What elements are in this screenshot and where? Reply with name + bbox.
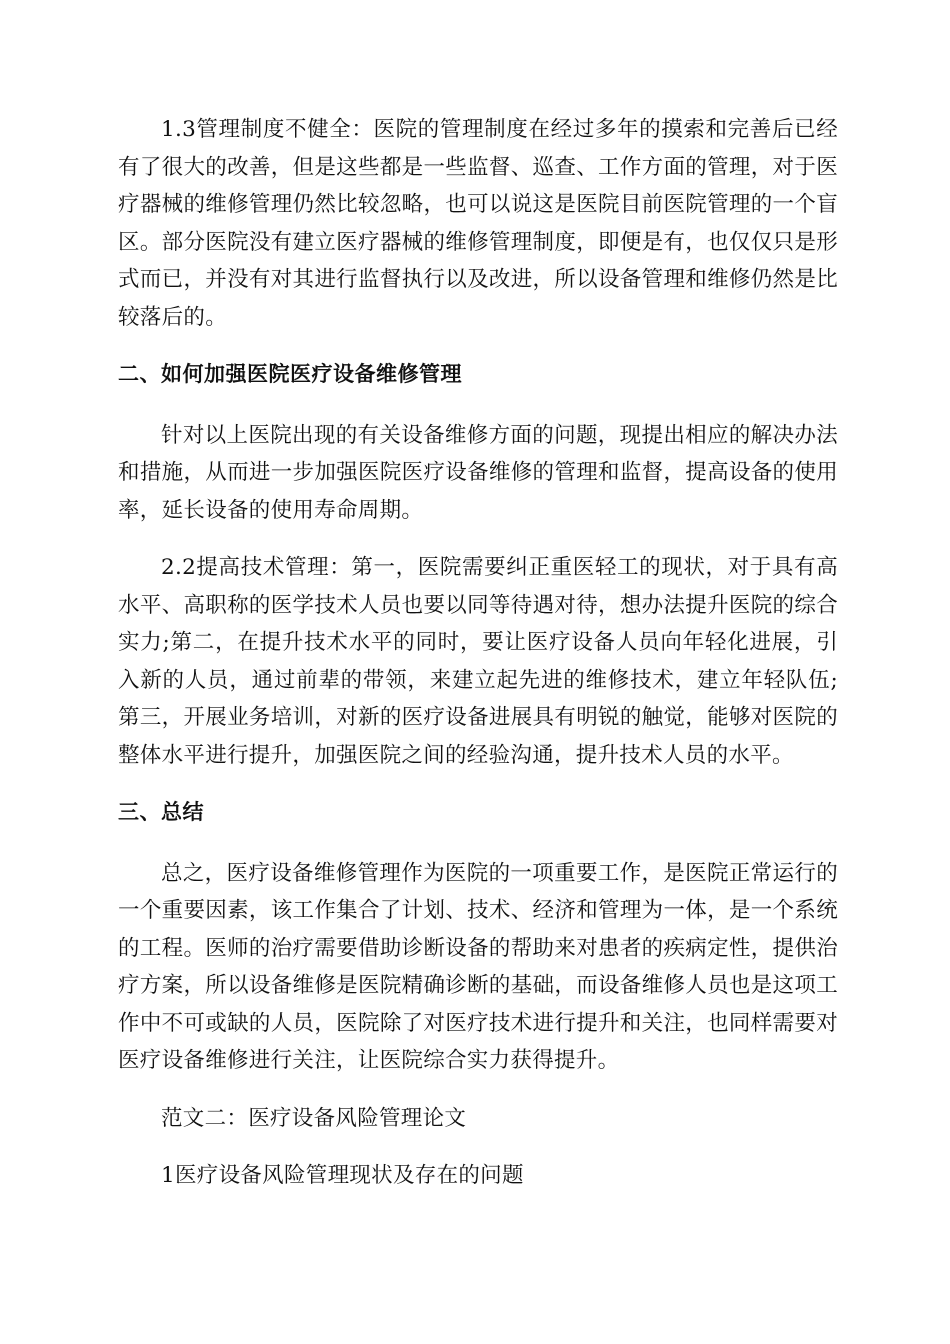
section-heading-summary: 三、总结 xyxy=(118,800,204,824)
paragraph-summary: 总之，医疗设备维修管理作为医院的一项重要工作，是医院正常运行的一个重要因素，该工作集合了计划、技术、经济和管理为一体，是一个系统的工程。医师的治疗需要借助诊断设备的帮助来对患者的疾病定性，提供治疗方案，所以设备维修是医院精确诊断的基础，而设备维修人员也是这项工作中不可或缺的人员，医院除了对医疗技术进行提升和关注，也同样需要对医疗设备维修进行关注，让医院综合实力获得提升。 xyxy=(118,860,838,1073)
paragraph-technical-management: 2.2提高技术管理：第一，医院需要纠正重医轻工的现状，对于具有高水平、高职称的医学技术人员也要以同等待遇对待，想办法提升医院的综合实力;第二，在提升技术水平的同时，要让医疗设备人员向年轻化进展，引入新的人员，通过前辈的带领，来建立起先进的维修技术，建立年轻队伍;第三，开展业务培训，对新的医疗设备进展具有明锐的触觉，能够对医院的整体水平进行提升，加强医院之间的经验沟通，提升技术人员的水平。 xyxy=(118,555,838,768)
subsection-title-risk-status: 1医疗设备风险管理现状及存在的问题 xyxy=(161,1163,524,1188)
paragraph-management-system: 1.3管理制度不健全：医院的管理制度在经过多年的摸索和完善后已经有了很大的改善，但是这些都是一些监督、巡查、工作方面的管理，对于医疗器械的维修管理仍然比较忽略，也可以说这是医院目前医院管理的一个盲区。部分医院没有建立医疗器械的维修管理制度，即便是有，也仅仅只是形式而已，并没有对其进行监督执行以及改进，所以设备管理和维修仍然是比较落后的。 xyxy=(118,117,838,330)
section-heading-strengthen-maintenance: 二、如何加强医院医疗设备维修管理 xyxy=(118,362,462,386)
sample-essay-title: 范文二：医疗设备风险管理论文 xyxy=(161,1105,467,1131)
paragraph-solutions-intro: 针对以上医院出现的有关设备维修方面的问题，现提出相应的解决办法和措施，从而进一步加强医院医疗设备维修的管理和监督，提高设备的使用率，延长设备的使用寿命周期。 xyxy=(118,422,838,523)
document-page xyxy=(118,111,838,1195)
